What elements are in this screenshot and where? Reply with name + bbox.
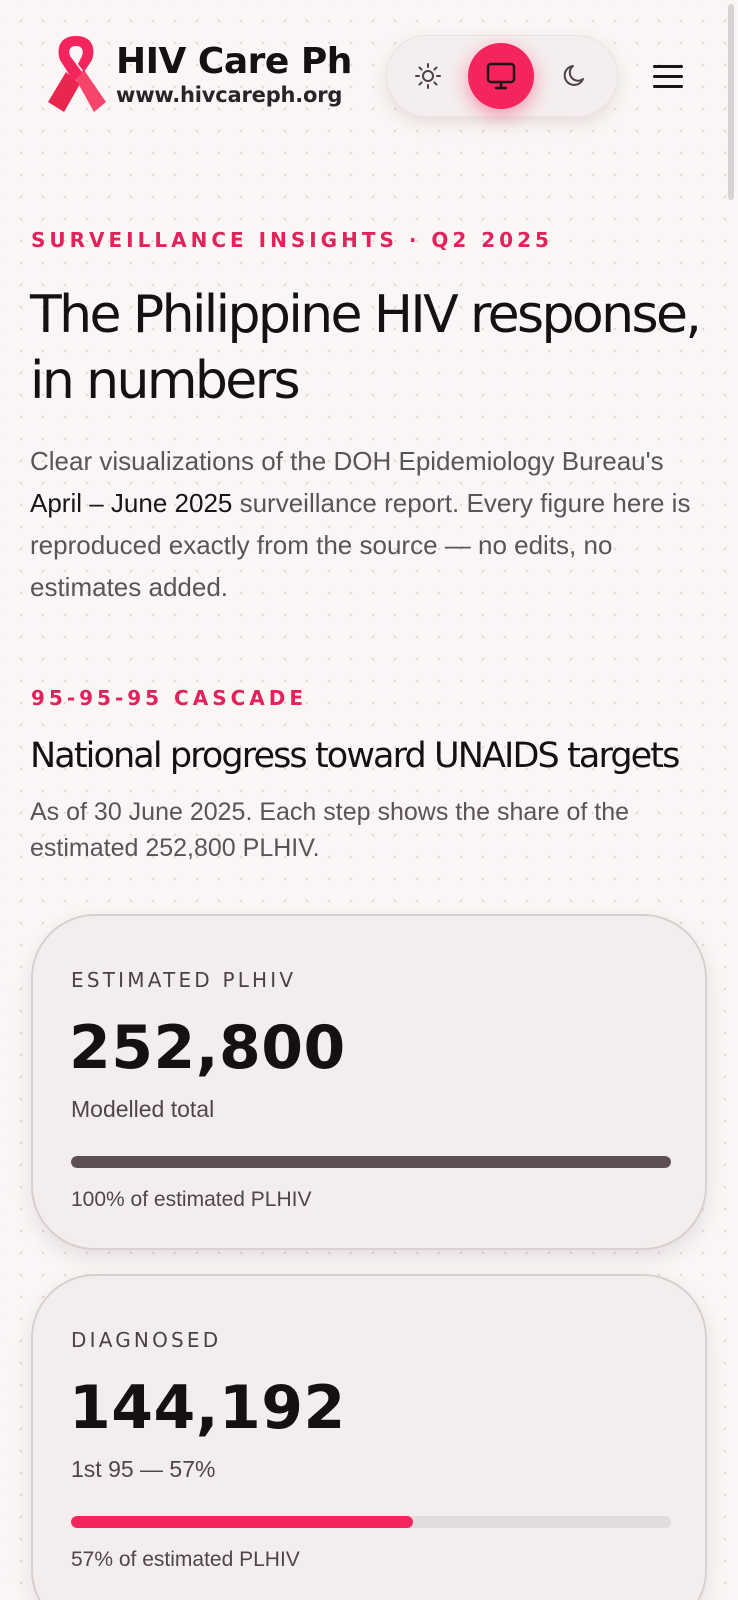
brand-url: www.hivcareph.org: [116, 83, 343, 107]
sun-icon: [414, 62, 442, 90]
page-scrollbar[interactable]: [728, 4, 734, 200]
card-footnote: 57% of estimated PLHIV: [71, 1548, 300, 1571]
card-label: DIAGNOSED: [71, 1328, 222, 1352]
moon-icon: [561, 62, 589, 90]
progress-bar-fill: [71, 1516, 413, 1528]
progress-bar-fill: [71, 1156, 671, 1168]
card-value: 144,192: [69, 1373, 346, 1443]
card-label: ESTIMATED PLHIV: [71, 968, 297, 992]
cascade-eyebrow: 95-95-95 CASCADE: [31, 686, 308, 710]
cascade-card-diagnosed: [31, 1274, 707, 1600]
page-title: The Philippine HIV response, in numbers: [30, 285, 700, 411]
theme-switcher: [386, 35, 618, 117]
hero-desc-text: Clear visualizations of the DOH Epidemiology Bureau's: [30, 446, 664, 476]
hero-eyebrow: SURVEILLANCE INSIGHTS · Q2 2025: [31, 228, 553, 252]
cascade-title: National progress toward UNAIDS targets: [30, 736, 679, 776]
report-period: April – June 2025: [30, 488, 233, 518]
brand-title: HIV Care Ph: [116, 41, 352, 82]
card-footnote: 100% of estimated PLHIV: [71, 1188, 312, 1211]
cascade-description: As of 30 June 2025. Each step shows the share of the estimated 252,800 PLHIV.: [30, 798, 629, 862]
progress-bar-track: [71, 1516, 671, 1528]
site-header: [0, 0, 738, 150]
light-theme-button[interactable]: [395, 43, 461, 109]
cascade-card-estimated: [31, 914, 707, 1250]
hamburger-menu-icon[interactable]: [646, 54, 690, 98]
card-value: 252,800: [69, 1013, 346, 1083]
monitor-icon: [485, 61, 517, 91]
card-subtitle: Modelled total: [71, 1096, 215, 1122]
brand-logo-link[interactable]: [44, 32, 352, 118]
system-theme-button[interactable]: [468, 43, 534, 109]
awareness-ribbon-icon: [44, 32, 108, 118]
progress-bar-track: [71, 1156, 671, 1168]
dark-theme-button[interactable]: [542, 43, 608, 109]
card-subtitle: 1st 95 — 57%: [71, 1456, 216, 1482]
hero-desc-text-end: surveillance report. Every figure here is reproduced exactly from the source — no edits, no estimates added.: [30, 488, 691, 602]
hero-description: [30, 440, 700, 608]
